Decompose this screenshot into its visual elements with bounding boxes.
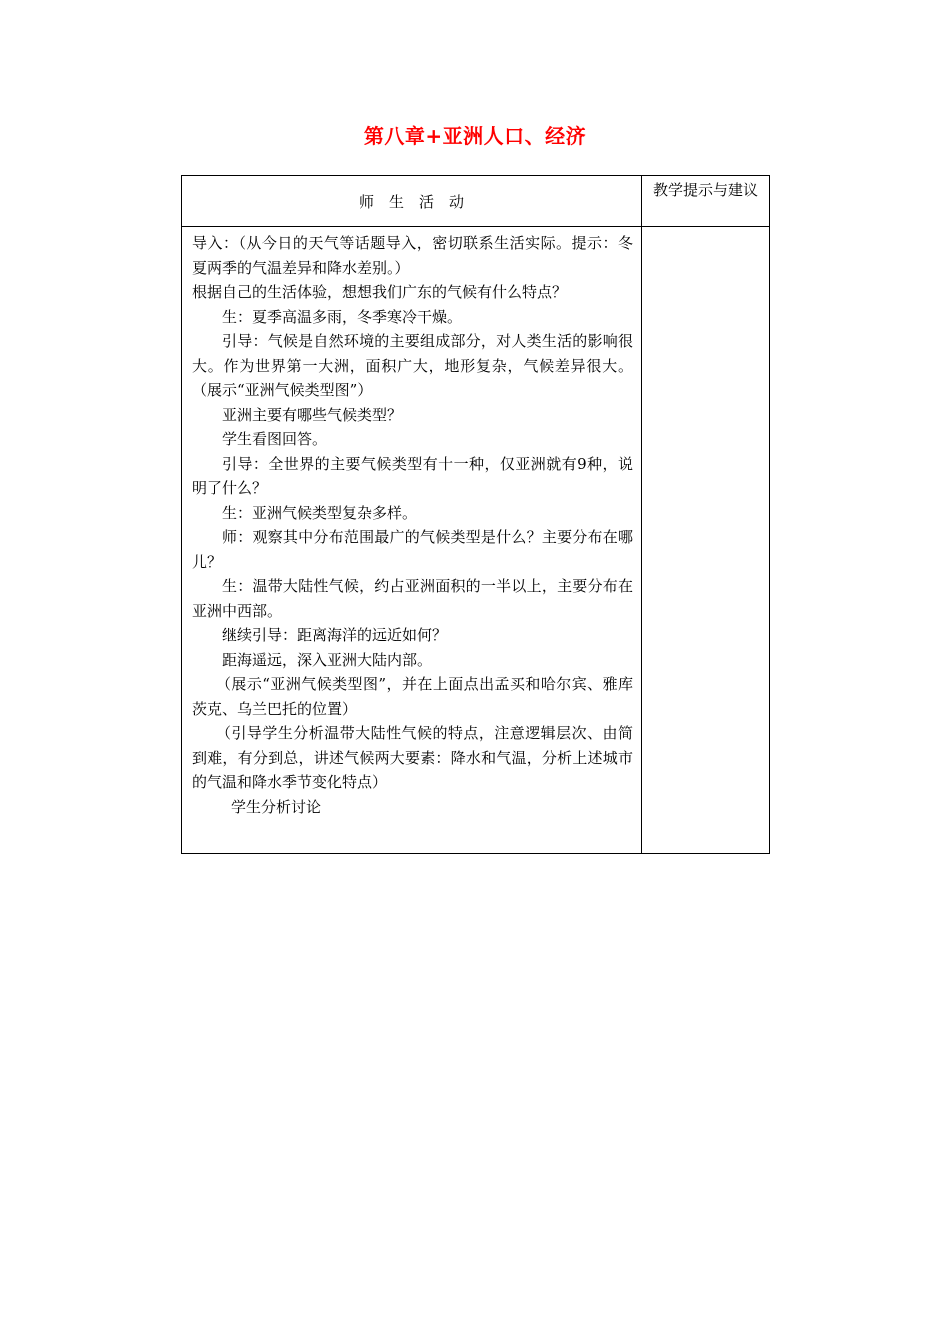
activity-content-cell xyxy=(182,227,642,854)
text-line: （展示“亚洲气候类型图”，并在上面点出孟买和哈尔宾、雅库茨克、乌兰巴托的位置） xyxy=(192,675,633,718)
document-title: 第八章+亚洲人口、经济 xyxy=(363,124,587,148)
table-header-row xyxy=(182,176,770,227)
text-line: （引导学生分析温带大陆性气候的特点，注意逻辑层次、由简到难，有分到总，讲述气候两大要素：降水和气温，分析上述城市的气温和降水季节变化特点） xyxy=(192,724,633,791)
text-line: 距海遥远，深入亚洲大陆内部。 xyxy=(222,650,433,669)
text-line: 生：温带大陆性气候，约占亚洲面积的一半以上，主要分布在亚洲中西部。 xyxy=(192,577,633,620)
text-line: 学生分析讨论 xyxy=(231,797,322,816)
text-line: 引导：全世界的主要气候类型有十一种，仅亚洲就有9种，说明了什么？ xyxy=(192,454,633,497)
teaching-tips-cell xyxy=(642,227,770,854)
header-teacher-student-activity: 师 生 活 动 xyxy=(182,176,642,227)
text-line: 根据自己的生活体验，想想我们广东的气候有什么特点？ xyxy=(192,283,568,301)
text-line: 导入：（从今日的天气等话题导入，密切联系生活实际。提示：冬夏两季的气温差异和降水差别。） xyxy=(192,234,633,277)
header-teaching-tips: 教学提示与建议 xyxy=(642,176,770,227)
text-line: 亚洲主要有哪些气候类型？ xyxy=(222,405,403,424)
text-line: 引导：气候是自然环境的主要组成部分，对人类生活的影响很大。作为世界第一大洲，面积广大，地形复杂，气候差异很大。（展示“亚洲气候类型图”） xyxy=(192,332,633,399)
text-line: 师：观察其中分布范围最广的气候类型是什么？主要分布在哪儿？ xyxy=(192,528,633,571)
lesson-table xyxy=(181,175,770,854)
text-line: 学生看图回答。 xyxy=(222,430,328,448)
table-body-row xyxy=(182,227,770,854)
text-line: 生：夏季高温多雨，冬季寒冷干燥。 xyxy=(222,307,463,326)
text-line: 继续引导：距离海洋的远近如何？ xyxy=(222,626,448,644)
text-line: 生：亚洲气候类型复杂多样。 xyxy=(222,503,418,522)
